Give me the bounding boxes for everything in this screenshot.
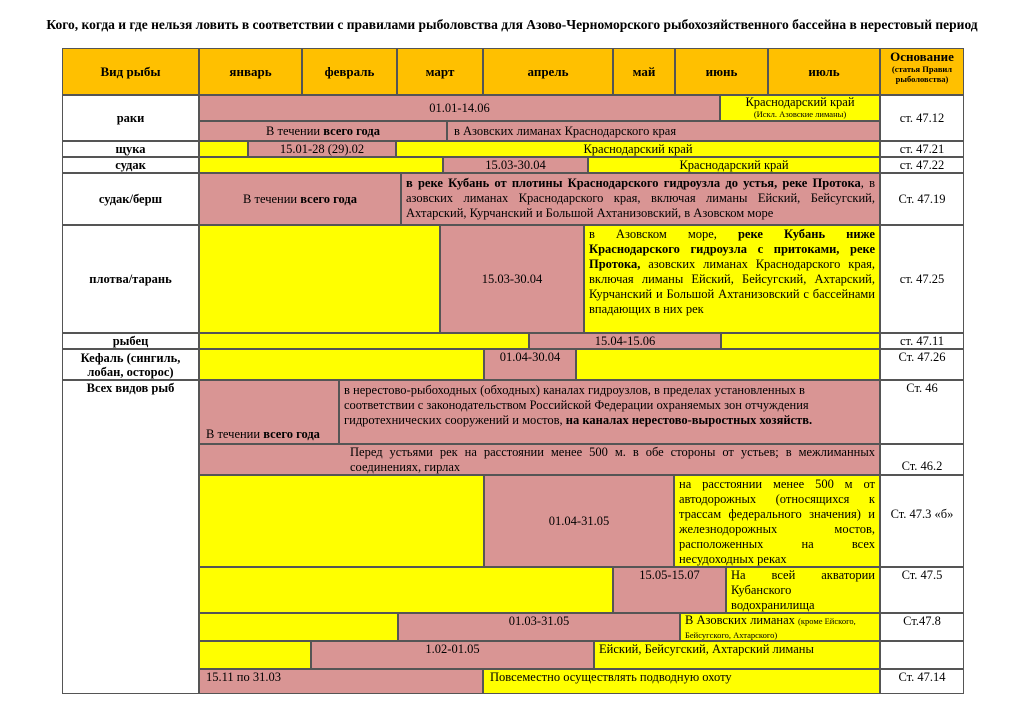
period-reservoir: 15.05-15.07 <box>613 567 726 613</box>
three-all: Ейский, Бейсугский, Ахтарский лиманы <box>594 641 880 669</box>
basis-all-three-empty <box>880 641 964 669</box>
open-rybets-after <box>721 333 880 349</box>
open-rybets-before <box>199 333 529 349</box>
fish-name-all: Всех видов рыб <box>62 380 199 694</box>
basis-all-473: Ст. 47.3 «б» <box>880 475 964 567</box>
fish-name-rybets: рыбец <box>62 333 199 349</box>
header-month-february: февраль <box>302 48 397 95</box>
period-limans: 01.03-31.05 <box>398 613 680 641</box>
all-year-sudak-bersh <box>199 173 401 225</box>
canals-all-text: в нерестово-рыбоходных (обходных) каналах гидроузлов, в пределах установленных в соответствии с законодательством Российской Федерации охраняемых зон отчуждения гидротехнических сооружений и мостов, <box>344 383 809 427</box>
canals-all <box>339 380 880 444</box>
header-basis-cell <box>880 48 964 95</box>
where-sudak-bersh-rest: , в азовских лиманах Краснодарского края, включая лиманы Ейский, Бейсугский, Ахтарский, Курчанский и Большой Ахтанизовский, в Азовском море <box>406 176 876 220</box>
header-month-march: март <box>397 48 483 95</box>
region-raki-note: (Искл. Азовские лиманы) <box>753 109 847 119</box>
basis-sudak-bersh: Ст. 47.19 <box>880 173 964 225</box>
all-year-sudak-bersh-prefix: В течении <box>243 191 298 206</box>
period-sudak: 15.03-30.04 <box>443 157 588 173</box>
open-bridges <box>199 475 484 567</box>
period-hunt: 15.11 по 31.03 <box>199 669 483 694</box>
fish-name-plotva: плотва/тарань <box>62 225 199 333</box>
page-title: Кого, когда и где нельзя ловить в соответствии с правилами рыболовства для Азово-Черноморского рыбохозяйственного бассейна в нерестовый период <box>46 17 978 32</box>
basis-all-46: Ст. 46 <box>880 380 964 444</box>
header-basis: Основание <box>890 49 954 64</box>
all-year-all <box>199 380 339 444</box>
open-reservoir <box>199 567 613 613</box>
basis-sudak: ст. 47.22 <box>880 157 964 173</box>
basis-schuka: ст. 47.21 <box>880 141 964 157</box>
period-kefal: 01.04-30.04 <box>484 349 576 380</box>
all-year-raki-prefix: В течении <box>266 123 321 138</box>
region-raki-cell <box>720 95 880 121</box>
regulation-table <box>62 48 964 694</box>
where-plotva-part1: в Азовском море, <box>589 227 738 241</box>
header-month-june: июнь <box>675 48 768 95</box>
where-plotva-bold: реке Кубань ниже Краснодарского гидроузла с притоками, реке Протока, <box>589 227 875 271</box>
where-plotva-rest: азовских лиманах Краснодарского края, включая лиманы Ейский, Бейсугский, Ахтарский, Курчанский и Большой Ахтанизовский с бассейнами впадающих в них рек <box>589 257 875 316</box>
where-raki: в Азовских лиманах Краснодарского края <box>447 121 880 141</box>
reservoir-all: На всей акватории Кубанского водохранилища <box>726 567 880 613</box>
header-fish: Вид рыбы <box>62 48 199 95</box>
region-schuka: Краснодарский край <box>396 141 880 157</box>
hunt-all: Повсеместно осуществлять подводную охоту <box>483 669 880 694</box>
header-month-january: январь <box>199 48 302 95</box>
canals-all-bold: на каналах нерестово-выростных хозяйств. <box>565 413 813 427</box>
basis-raki: ст. 47.12 <box>880 95 964 141</box>
basis-all-478: Ст.47.8 <box>880 613 964 641</box>
basis-all-475: Ст. 47.5 <box>880 567 964 613</box>
open-kefal-before <box>199 349 484 380</box>
basis-kefal: Ст. 47.26 <box>880 349 964 380</box>
mouths-all: Перед устьями рек на расстоянии менее 500 м. в обе стороны от устьев; в межлиманных соединениях, гирлах <box>199 444 880 475</box>
period-plotva: 15.03-30.04 <box>440 225 584 333</box>
period-raki: 01.01-14.06 <box>199 95 720 121</box>
header-month-may: май <box>613 48 675 95</box>
period-schuka: 15.01-28 (29).02 <box>248 141 396 157</box>
fish-name-raki: раки <box>62 95 199 141</box>
header-month-april: апрель <box>483 48 613 95</box>
fish-name-schuka: щука <box>62 141 199 157</box>
open-plotva <box>199 225 440 333</box>
basis-rybets: ст. 47.11 <box>880 333 964 349</box>
region-sudak: Краснодарский край <box>588 157 880 173</box>
bridges-all: на расстоянии менее 500 м от автодорожных (относящихся к трассам федерального значения) и железнодорожных мостов, расположенных на всех несудоходных реках <box>674 475 880 567</box>
period-three: 1.02-01.05 <box>311 641 594 669</box>
all-year-all-bold: всего года <box>263 427 320 441</box>
open-kefal-after <box>576 349 880 380</box>
period-bridges: 01.04-31.05 <box>484 475 674 567</box>
fish-name-sudak: судак <box>62 157 199 173</box>
where-sudak-bersh <box>401 173 880 225</box>
fish-name-kefal: Кефаль (сингиль, лобан, осторос) <box>62 349 199 380</box>
all-year-raki-bold: всего года <box>323 123 380 138</box>
basis-plotva: ст. 47.25 <box>880 225 964 333</box>
limans-all-text: В Азовских лиманах <box>685 613 799 627</box>
header-basis-note: (статья Правил рыболовства) <box>891 64 953 84</box>
period-rybets: 15.04-15.06 <box>529 333 721 349</box>
all-year-sudak-bersh-bold: всего года <box>300 191 357 206</box>
all-year-all-prefix: В течении <box>206 427 261 441</box>
region-raki: Краснодарский край <box>745 95 855 109</box>
open-schuka <box>199 141 248 157</box>
open-limans <box>199 613 398 641</box>
basis-all-4714: Ст. 47.14 <box>880 669 964 694</box>
limans-all <box>680 613 880 641</box>
where-plotva <box>584 225 880 333</box>
all-year-raki <box>199 121 447 141</box>
header-month-july: июль <box>768 48 880 95</box>
where-sudak-bersh-bold: в реке Кубань от плотины Краснодарского гидроузла до устья, реке Протока <box>406 176 861 190</box>
open-three <box>199 641 311 669</box>
open-sudak <box>199 157 443 173</box>
fish-name-sudak-bersh: судак/берш <box>62 173 199 225</box>
limans-all-note: (кроме Ейского, Бейсугского, Ахтарского) <box>685 616 856 640</box>
basis-all-462: Ст. 46.2 <box>880 444 964 475</box>
